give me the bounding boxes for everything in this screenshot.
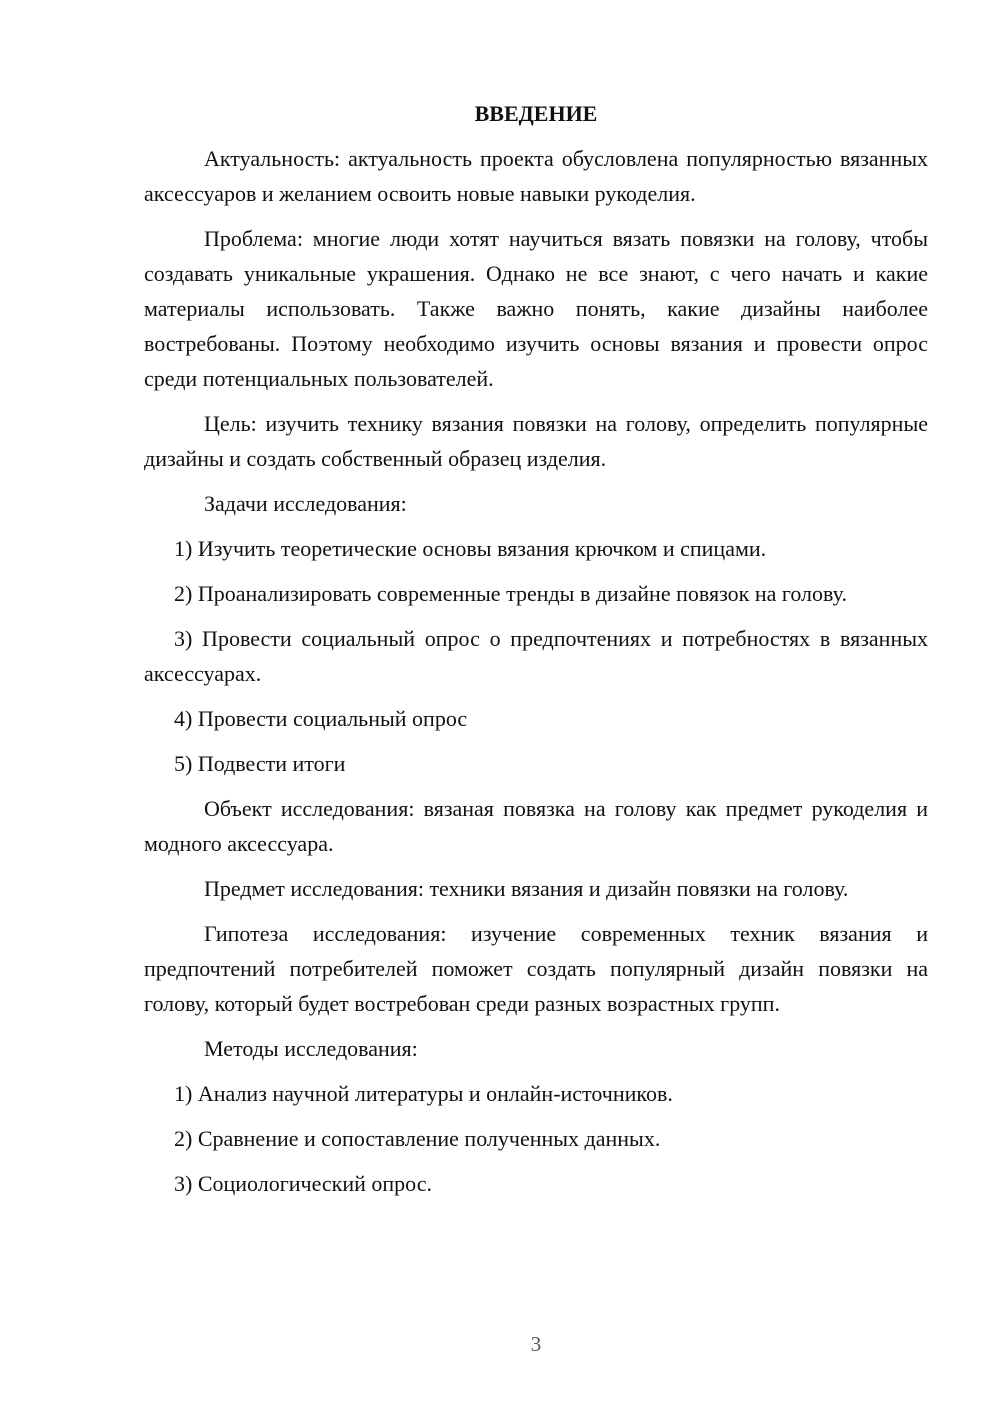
list-item-task-5: 5) Подвести итоги xyxy=(174,751,346,776)
list-item-task-3: 3) Провести социальный опрос о предпочтениях и потребностях в вязанных аксессуарах. xyxy=(144,626,928,686)
paragraph-goal: Цель: изучить технику вязания повязки на голову, определить популярные дизайны и создать собственный образец изделия. xyxy=(144,411,928,471)
list-item-method-1: 1) Анализ научной литературы и онлайн-источников. xyxy=(174,1081,673,1106)
paragraph-methods-heading: Методы исследования: xyxy=(204,1036,418,1061)
list-item-task-1: 1) Изучить теоретические основы вязания крючком и спицами. xyxy=(174,536,767,561)
paragraph-hypothesis: Гипотеза исследования: изучение современных техник вязания и предпочтений потребителей поможет создать популярный дизайн повязки на голову, который будет востребован среди разных возрастных групп. xyxy=(144,921,928,1016)
paragraph-subject: Предмет исследования: техники вязания и дизайн повязки на голову. xyxy=(204,876,849,901)
list-item-method-2: 2) Сравнение и сопоставление полученных данных. xyxy=(174,1126,661,1151)
section-title: ВВЕДЕНИЕ xyxy=(474,101,598,126)
paragraph-tasks-heading: Задачи исследования: xyxy=(204,491,407,516)
list-item-task-4: 4) Провести социальный опрос xyxy=(174,706,468,731)
document-body xyxy=(144,96,928,1211)
list-item-method-3: 3) Социологический опрос. xyxy=(174,1171,432,1196)
list-item-task-2: 2) Проанализировать современные тренды в дизайне повязок на голову. xyxy=(174,581,847,606)
paragraph-relevance: Актуальность: актуальность проекта обусловлена популярностью вязанных аксессуаров и желанием освоить новые навыки рукоделия. xyxy=(144,146,928,206)
page-number: 3 xyxy=(530,1332,542,1356)
paragraph-problem: Проблема: многие люди хотят научиться вязать повязки на голову, чтобы создавать уникальные украшения. Однако не все знают, с чего начать и какие материалы использовать. Также важно понять, какие дизайны наиболее востребованы. Поэтому необходимо изучить основы вязания и провести опрос среди потенциальных пользователей. xyxy=(144,226,928,391)
paragraph-object: Объект исследования: вязаная повязка на голову как предмет рукоделия и модного аксессуара. xyxy=(144,796,928,856)
